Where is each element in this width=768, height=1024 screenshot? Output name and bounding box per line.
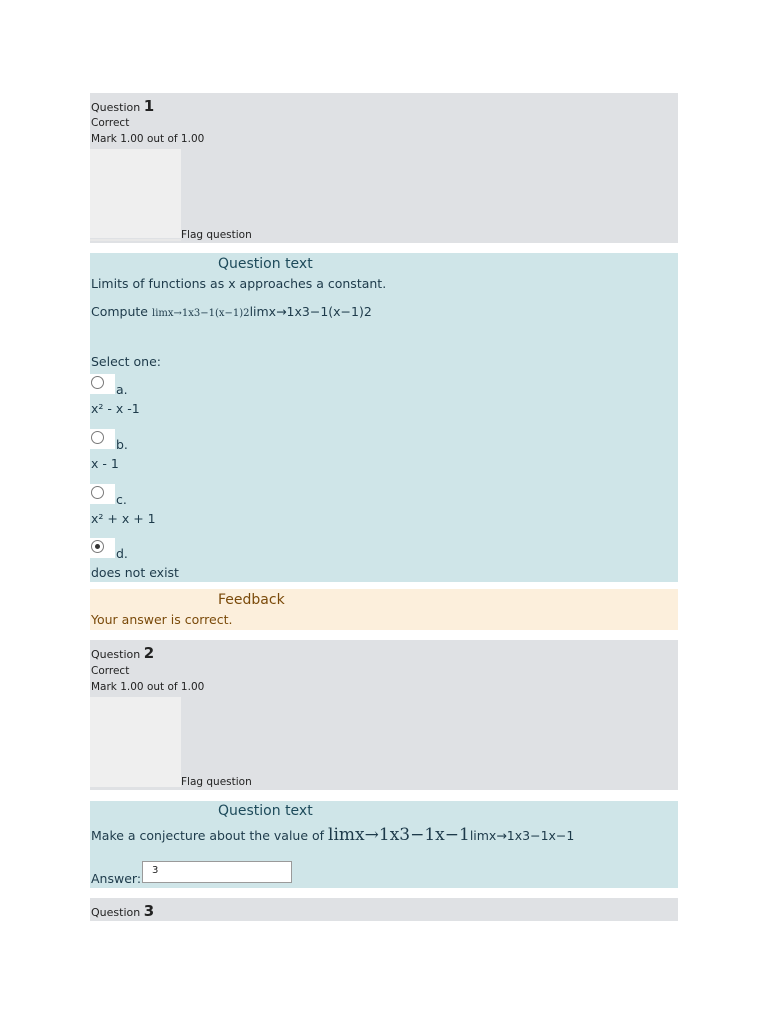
question-text-heading: Question text: [218, 803, 313, 819]
question-1-grade: Mark 1.00 out of 1.00: [91, 133, 205, 145]
question-3-info: [90, 898, 678, 921]
option-a-letter: a.: [116, 382, 128, 397]
option-c-radio[interactable]: [91, 486, 104, 499]
question-text-heading: Question text: [218, 256, 313, 272]
question-2-number: [91, 644, 154, 662]
question-label: Question: [91, 648, 141, 661]
option-a-radio[interactable]: [91, 376, 104, 389]
flag-area: [90, 149, 181, 238]
option-b-text: x - 1: [91, 456, 119, 471]
question-intro: Limits of functions as x approaches a constant.: [91, 276, 387, 291]
question-2-grade: Mark 1.00 out of 1.00: [91, 681, 205, 693]
question-1-info: [90, 93, 678, 243]
select-one-label: Select one:: [91, 354, 162, 369]
option-b-letter: b.: [116, 437, 128, 452]
option-c-text: x² + x + 1: [91, 511, 156, 526]
question-number: 2: [143, 644, 155, 662]
question-1-state: Correct: [91, 117, 130, 129]
option-d-letter: d.: [116, 546, 128, 561]
option-a-text: x² - x -1: [91, 401, 140, 416]
answer-label: Answer:: [91, 871, 142, 886]
question-2-formulation: [90, 801, 678, 888]
question-label: Question: [91, 906, 141, 919]
question-3-number: [91, 902, 154, 920]
limit-expression-plain: limx→1x3−1x−1: [469, 828, 575, 843]
option-d-radio[interactable]: [91, 540, 104, 553]
question-2-state: Correct: [91, 665, 130, 677]
limit-expression-rendered: limx→1x3−1x−1: [328, 825, 470, 845]
question-1-feedback: [90, 589, 678, 630]
question-number: 3: [143, 902, 155, 920]
flag-question-link[interactable]: Flag question: [181, 229, 252, 241]
question-1-number: [91, 97, 154, 115]
limit-expression-plain: limx→1x3−1(x−1)2: [249, 304, 372, 319]
flag-area: [90, 697, 181, 787]
prompt-text: Make a conjecture about the value of: [91, 828, 325, 843]
divider: [90, 239, 181, 241]
prompt-line: [91, 825, 574, 845]
flag-question-link[interactable]: Flag question: [181, 776, 252, 788]
question-2-info: [90, 640, 678, 790]
option-b-radio[interactable]: [91, 431, 104, 444]
limit-expression-rendered: limx→1x3−1(x−1)2: [152, 308, 250, 319]
compute-label: Compute: [91, 304, 149, 319]
feedback-text: Your answer is correct.: [91, 612, 233, 627]
option-d-text: does not exist: [91, 565, 179, 580]
option-c-letter: c.: [116, 492, 127, 507]
feedback-heading: Feedback: [218, 592, 285, 608]
question-label: Question: [91, 101, 141, 114]
question-1-formulation: [90, 253, 678, 582]
answer-input[interactable]: 3: [142, 861, 292, 883]
compute-line: [91, 304, 372, 319]
question-number: 1: [143, 97, 155, 115]
